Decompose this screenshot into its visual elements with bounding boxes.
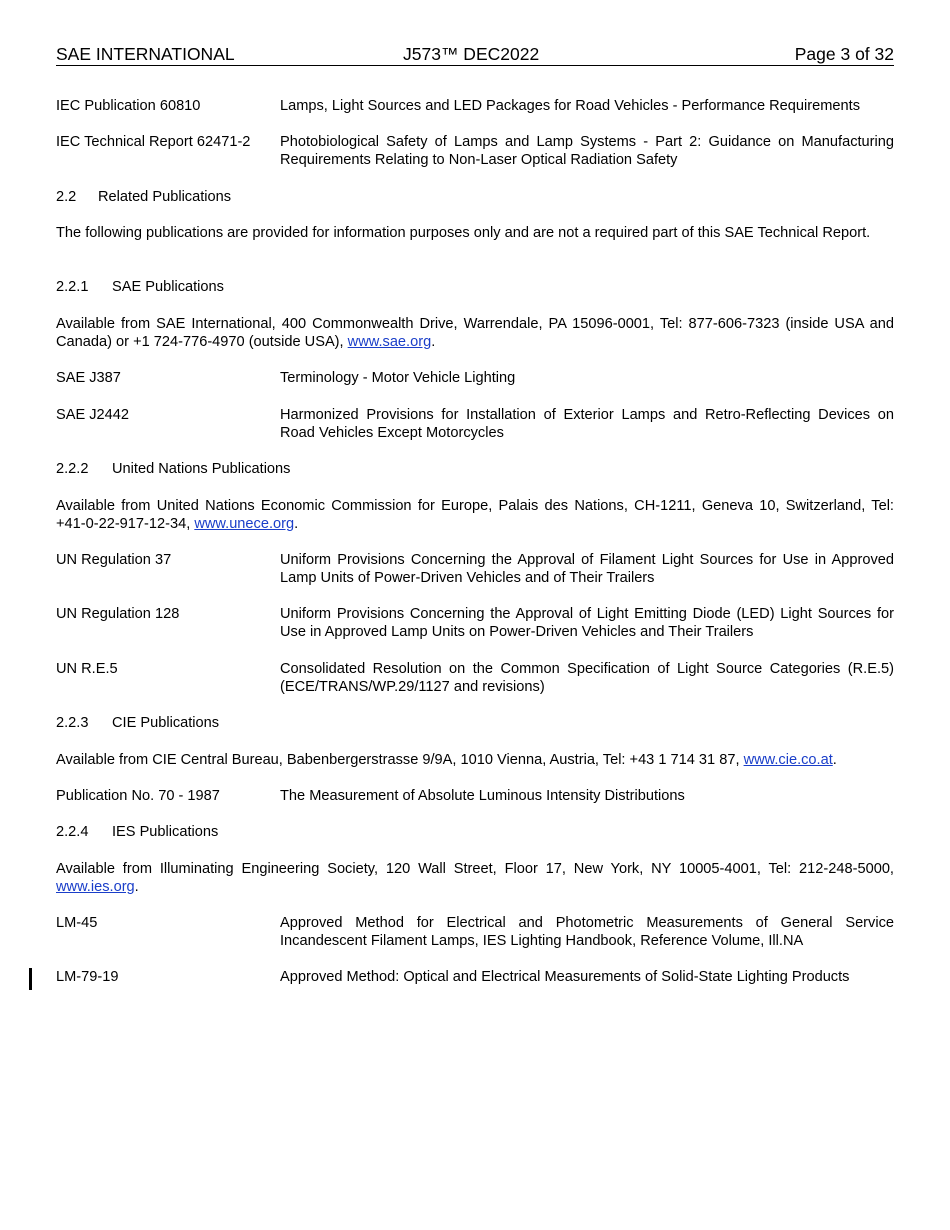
section-title: Related Publications [98, 189, 232, 205]
section-heading [56, 460, 894, 478]
reference-row [56, 406, 894, 442]
availability-text: Available from Illuminating Engineering Society, 120 Wall Street, Floor 17, New York, NY 10005-4001, Tel: 212-248-5000, [56, 861, 894, 877]
section-title: CIE Publications [112, 715, 220, 731]
reference-code: Publication No. 70 - 1987 [56, 788, 220, 804]
section-number: 2.2 [56, 189, 77, 205]
ies-website-link[interactable]: www.ies.org [56, 879, 135, 895]
section-number: 2.2.1 [56, 279, 89, 295]
availability-paragraph [56, 751, 894, 769]
section-title: SAE Publications [112, 279, 224, 295]
reference-title: Consolidated Resolution on the Common Specification of Light Source Categories (R.E.5) (ECE/TRANS/WP.29/1127 and revisions) [280, 661, 894, 695]
reference-title: Terminology - Motor Vehicle Lighting [280, 370, 516, 386]
reference-row [56, 660, 894, 696]
availability-paragraph [56, 860, 894, 896]
availability-paragraph [56, 497, 894, 533]
reference-row [56, 551, 894, 587]
cie-website-link[interactable]: www.cie.co.at [743, 752, 833, 768]
reference-title: Photobiological Safety of Lamps and Lamp Systems - Part 2: Guidance on Manufacturing Requirements Relating to Non-Laser Optical Radiation Safety [280, 134, 894, 168]
reference-code: LM-79-19 [56, 969, 119, 985]
reference-code: UN Regulation 37 [56, 552, 172, 568]
header-page-number: Page 3 of 32 [794, 44, 894, 64]
section-heading [56, 714, 894, 732]
availability-paragraph [56, 315, 894, 351]
reference-code: SAE J387 [56, 370, 121, 386]
revision-change-bar [29, 968, 32, 990]
reference-code: IEC Technical Report 62471-2 [56, 134, 251, 150]
section-number: 2.2.4 [56, 824, 89, 840]
reference-row [56, 605, 894, 641]
section-intro: The following publications are provided for information purposes only and are not a required part of this SAE Technical Report. [56, 225, 871, 241]
reference-row [56, 787, 894, 805]
reference-title: Approved Method: Optical and Electrical Measurements of Solid-State Lighting Products [280, 969, 850, 985]
reference-row [56, 133, 894, 169]
reference-code: SAE J2442 [56, 407, 130, 423]
section-heading [56, 823, 894, 841]
reference-code: LM-45 [56, 915, 98, 931]
section-heading [56, 188, 894, 206]
availability-end: . [294, 516, 299, 532]
reference-row [56, 968, 894, 986]
availability-text: Available from SAE International, 400 Commonwealth Drive, Warrendale, PA 15096-0001, Tel: 877-606-7323 (inside USA and Canada) or +1 724-776-4970 (outside USA), [56, 316, 894, 350]
sae-website-link[interactable]: www.sae.org [347, 334, 432, 350]
reference-code: UN R.E.5 [56, 661, 118, 677]
page-header [56, 44, 894, 66]
reference-row [56, 369, 894, 387]
availability-end: . [134, 879, 139, 895]
reference-title: The Measurement of Absolute Luminous Intensity Distributions [280, 788, 685, 804]
header-document-id: J573™ DEC2022 [403, 44, 540, 64]
section-number: 2.2.3 [56, 715, 89, 731]
reference-title: Uniform Provisions Concerning the Approval of Filament Light Sources for Use in Approved Lamp Units of Power-Driven Vehicles and of Their Trailers [280, 552, 894, 586]
reference-code: IEC Publication 60810 [56, 98, 201, 114]
header-organization: SAE INTERNATIONAL [56, 44, 235, 64]
availability-text: Available from CIE Central Bureau, Babenbergerstrasse 9/9A, 1010 Vienna, Austria, Tel: +43 1 714 31 87, [56, 752, 744, 768]
availability-end: . [431, 334, 436, 350]
unece-website-link[interactable]: www.unece.org [194, 516, 295, 532]
availability-text: Available from United Nations Economic Commission for Europe, Palais des Nations, CH-1211, Geneva 10, Switzerland, Tel: +41-0-22-917-12-34, [56, 498, 894, 532]
section-title: United Nations Publications [112, 461, 291, 477]
section-number: 2.2.2 [56, 461, 89, 477]
reference-title: Harmonized Provisions for Installation of Exterior Lamps and Retro-Reflecting Devices on Road Vehicles Except Motorcycles [280, 407, 894, 441]
availability-end: . [832, 752, 837, 768]
section-heading [56, 278, 894, 296]
document-page [56, 0, 894, 1230]
reference-title: Approved Method for Electrical and Photometric Measurements of General Service Incandescent Filament Lamps, IES Lighting Handbook, Reference Volume, Ill.NA [280, 915, 894, 949]
section-title: IES Publications [112, 824, 219, 840]
reference-title: Uniform Provisions Concerning the Approval of Light Emitting Diode (LED) Light Sources for Use in Approved Lamp Units on Power-Driven Vehicles and Their Trailers [280, 606, 894, 640]
reference-row [56, 914, 894, 950]
reference-code: UN Regulation 128 [56, 606, 180, 622]
reference-title: Lamps, Light Sources and LED Packages for Road Vehicles - Performance Requirements [280, 98, 860, 114]
reference-row [56, 97, 894, 115]
